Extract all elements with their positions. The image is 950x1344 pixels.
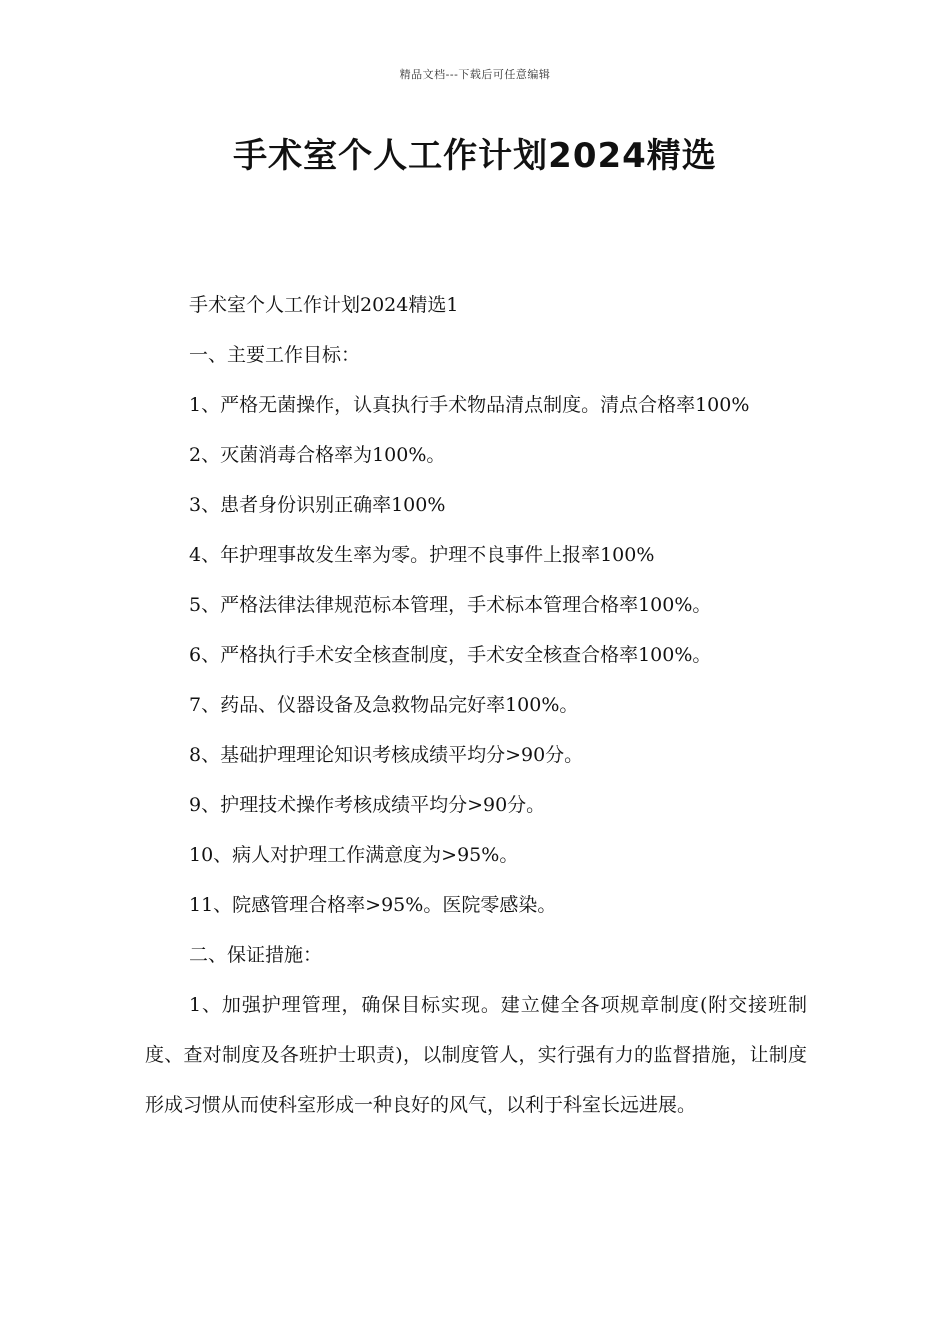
- list-item: 5、严格法律法律规范标本管理，手术标本管理合格率100%。: [189, 594, 712, 616]
- list-item: 10、病人对护理工作满意度为>95%。: [189, 844, 519, 866]
- list-item: 3、患者身份识别正确率100%: [189, 494, 446, 516]
- list-item: 2、灭菌消毒合格率为100%。: [189, 444, 446, 466]
- document-body: [145, 280, 807, 1130]
- subsection-heading: 一、主要工作目标：: [189, 344, 361, 366]
- list-item: 1、严格无菌操作，认真执行手术物品清点制度。清点合格率100%: [189, 394, 750, 416]
- list-item: 11、院感管理合格率>95%。医院零感染。: [189, 894, 557, 916]
- document-title: 手术室个人工作计划2024精选: [233, 136, 717, 176]
- list-item: 4、年护理事故发生率为零。护理不良事件上报率100%: [189, 544, 655, 566]
- list-item: 6、严格执行手术安全核查制度，手术安全核查合格率100%。: [189, 644, 712, 666]
- list-item: 1、加强护理管理，确保目标实现。建立健全各项规章制度(附交接班制度、查对制度及各班护士职责)，以制度管人，实行强有力的监督措施，让制度形成习惯从而使科室形成一种良好的风气，以利于科室长远进展。: [145, 994, 807, 1116]
- section-heading: 手术室个人工作计划2024精选1: [189, 294, 459, 316]
- list-item: 7、药品、仪器设备及急救物品完好率100%。: [189, 694, 579, 716]
- subsection-heading: 二、保证措施：: [189, 944, 323, 966]
- header-note: 精品文档---下载后可任意编辑: [399, 68, 551, 81]
- list-item: 9、护理技术操作考核成绩平均分>90分。: [189, 794, 546, 816]
- list-item: 8、基础护理理论知识考核成绩平均分>90分。: [189, 744, 584, 766]
